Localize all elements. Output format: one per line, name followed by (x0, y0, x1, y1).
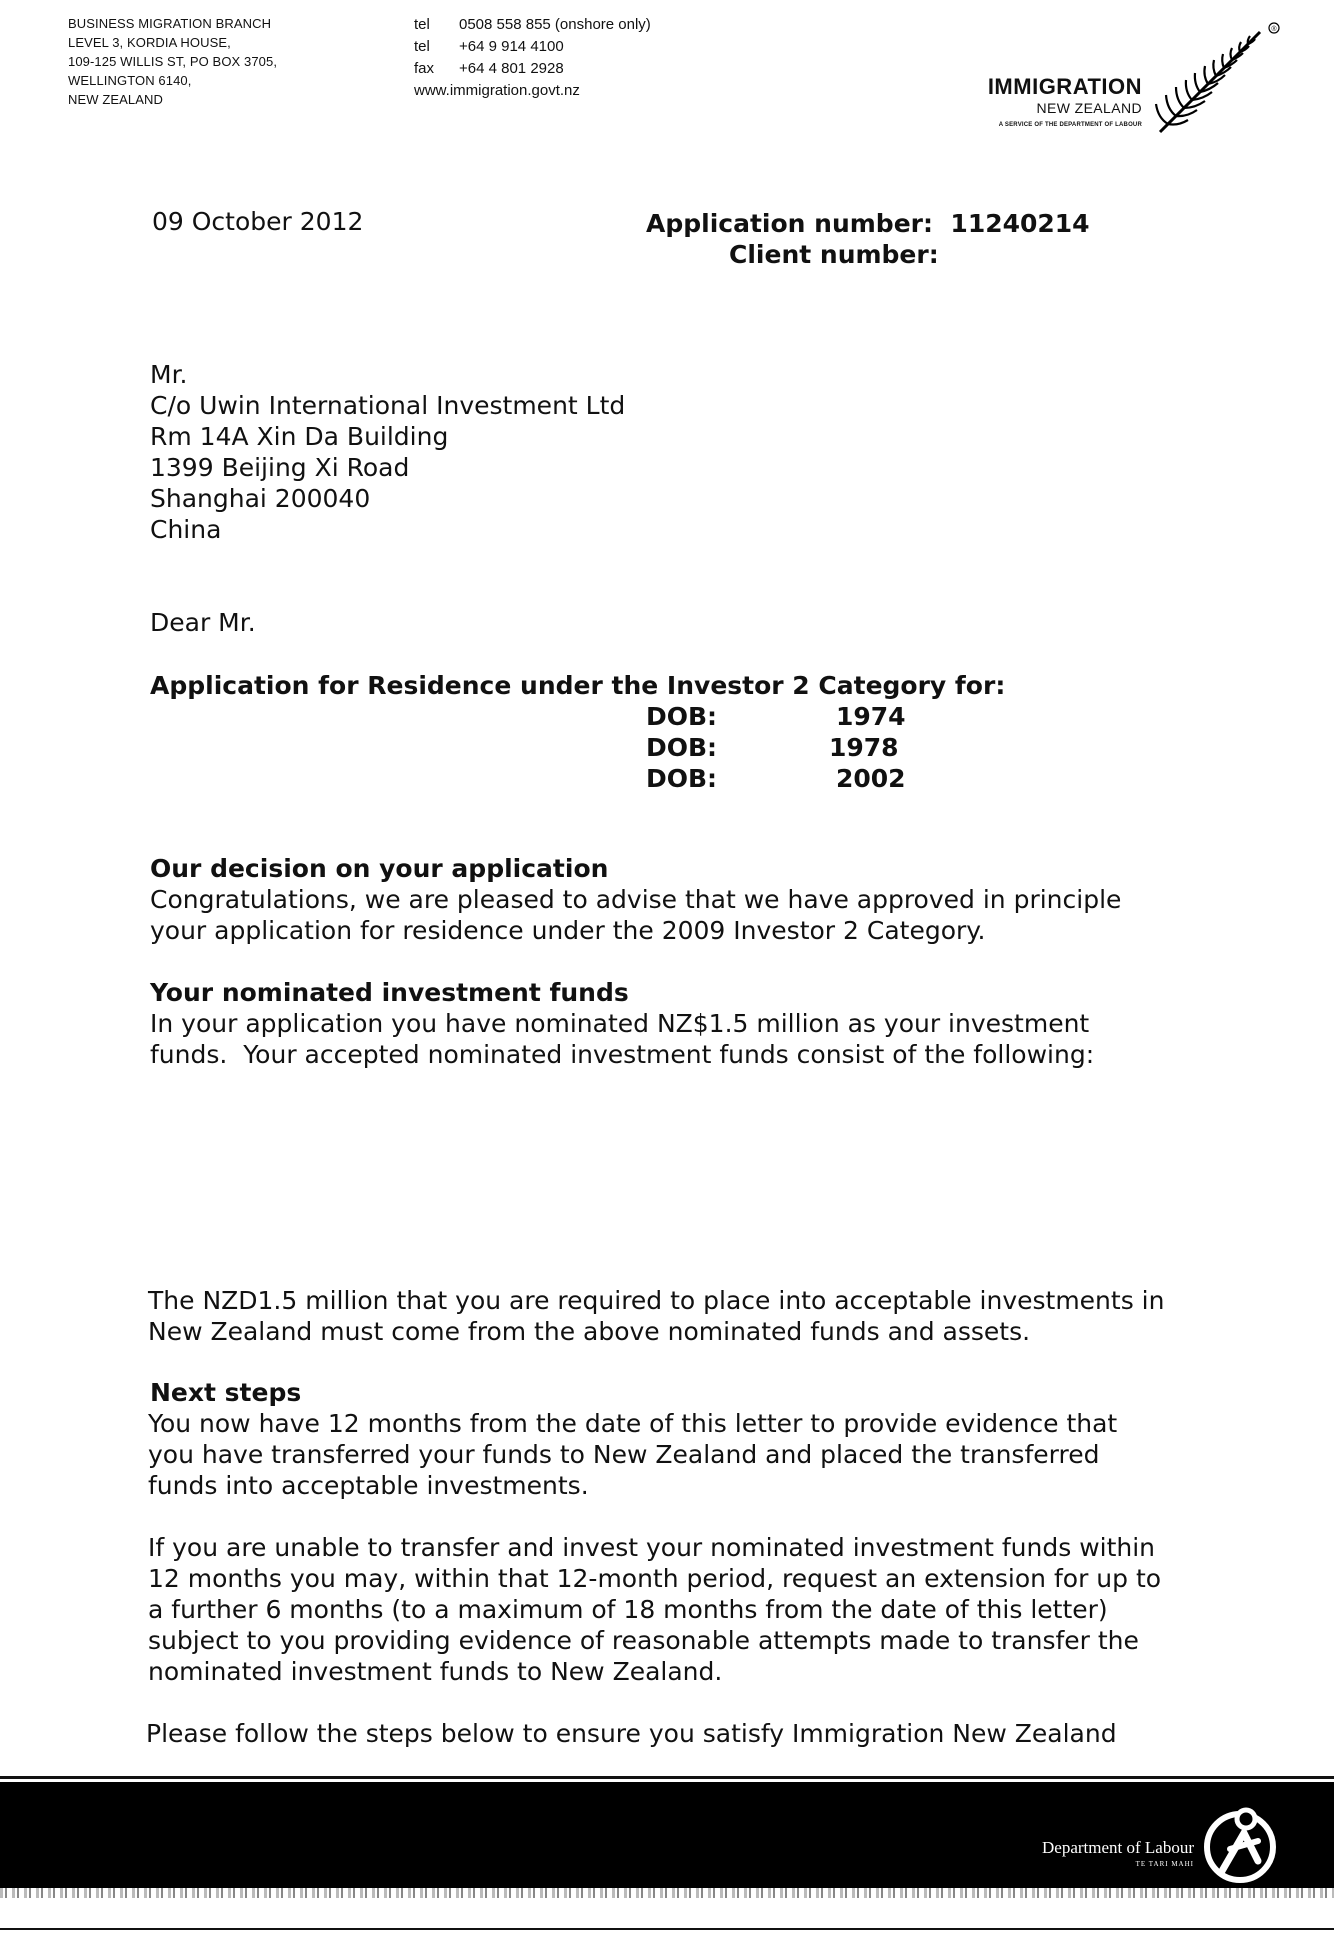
tel-international (414, 36, 651, 58)
dob-row (646, 732, 946, 763)
footer-rule (0, 1776, 1334, 1779)
application-number-value: 11240214 (950, 209, 1090, 238)
tel-value: +64 9 914 4100 (459, 38, 564, 55)
salutation: Dear Mr. (150, 608, 256, 637)
department-name: Department of Labour (1042, 1838, 1194, 1857)
tel-value: 0508 558 855 (onshore only) (459, 16, 651, 33)
letter-date: 09 October 2012 (152, 207, 364, 236)
sender-line: NEW ZEALAND (68, 92, 164, 107)
decision-body (150, 884, 1121, 946)
application-number-label: Application number: (646, 209, 933, 238)
footer-stripe (0, 1888, 1334, 1898)
address-line: 1399 Beijing Xi Road (150, 453, 410, 482)
dob-year: 1978 (829, 733, 899, 762)
dob-label: DOB: (646, 733, 718, 762)
sender-line: LEVEL 3, KORDIA HOUSE, (68, 35, 231, 50)
address-line: Rm 14A Xin Da Building (150, 422, 449, 451)
follow-steps-line: Please follow the steps below to ensure you satisfy Immigration New Zealand (146, 1719, 1117, 1748)
address-line: Shanghai 200040 (150, 484, 371, 513)
next-line: You now have 12 months from the date of this letter to provide evidence that (148, 1409, 1118, 1438)
department-of-labour-icon (1200, 1805, 1280, 1885)
registered-mark: ® (1271, 26, 1277, 33)
dob-label: DOB: (646, 764, 718, 793)
fax-value: +64 4 801 2928 (459, 60, 564, 77)
next-line: you have transferred your funds to New Zealand and placed the transferred (148, 1440, 1100, 1469)
nzd-requirement (148, 1285, 1164, 1347)
recipient-address (150, 359, 625, 545)
decision-line: Congratulations, we are pleased to advise that we have approved in principle (150, 885, 1122, 914)
funds-heading: Your nominated investment funds (150, 978, 629, 1007)
department-subtitle: TE TARI MAHI (1135, 1860, 1194, 1868)
nzd-line: The NZD1.5 million that you are required to place into acceptable investments in (148, 1286, 1165, 1315)
logo-subtitle: NEW ZEALAND (1036, 100, 1142, 116)
extension-line: nominated investment funds to New Zealand. (148, 1657, 723, 1686)
sender-line: 109-125 WILLIS ST, PO BOX 3705, (68, 54, 278, 69)
funds-line: In your application you have nominated NZ$1.5 million as your investment (150, 1009, 1090, 1038)
website: www.immigration.govt.nz (414, 82, 580, 99)
decision-heading: Our decision on your application (150, 854, 609, 883)
dob-year: 2002 (836, 764, 906, 793)
extension-line: If you are unable to transfer and invest your nominated investment funds within (148, 1533, 1156, 1562)
tel-onshore (414, 14, 651, 36)
next-steps-heading: Next steps (150, 1378, 302, 1407)
silver-fern-icon (1142, 20, 1282, 140)
footer-band (0, 1782, 1334, 1888)
dob-row (646, 701, 946, 732)
next-line: funds into acceptable investments. (148, 1471, 589, 1500)
dob-list (646, 701, 946, 794)
application-title: Application for Residence under the Investor 2 Category for: (150, 671, 1006, 700)
nzd-line: New Zealand must come from the above nominated funds and assets. (148, 1317, 1031, 1346)
decision-line: your application for residence under the 2009 Investor 2 Category. (150, 916, 986, 945)
fax-label: fax (414, 60, 435, 77)
funds-line: funds. Your accepted nominated investment funds consist of the following: (150, 1040, 1095, 1069)
sender-line: BUSINESS MIGRATION BRANCH (68, 16, 272, 31)
address-line: C/o Uwin International Investment Ltd (150, 391, 626, 420)
extension-line: 12 months you may, within that 12-month period, request an extension for up to (148, 1564, 1162, 1593)
dob-label: DOB: (646, 702, 718, 731)
extension-paragraph (148, 1532, 1161, 1687)
logo-title: IMMIGRATION (987, 74, 1142, 99)
sender-address (68, 14, 277, 109)
contact-details (414, 14, 651, 102)
dob-row (646, 763, 946, 794)
extension-line: subject to you providing evidence of reasonable attempts made to transfer the (148, 1626, 1139, 1655)
funds-body (150, 1008, 1094, 1070)
tel-label: tel (414, 38, 430, 55)
sender-line: WELLINGTON 6140, (68, 73, 192, 88)
tel-label: tel (414, 16, 430, 33)
client-number-label: Client number: (729, 240, 939, 269)
fax (414, 58, 651, 80)
address-line: China (150, 515, 222, 544)
dob-year: 1974 (836, 702, 906, 731)
extension-line: a further 6 months (to a maximum of 18 months from the date of this letter) (148, 1595, 1108, 1624)
footer-bottom-rule (0, 1928, 1334, 1930)
logo-tagline: A SERVICE OF THE DEPARTMENT OF LABOUR (998, 122, 1142, 128)
address-line: Mr. (150, 360, 188, 389)
application-number (646, 208, 1090, 239)
immigration-nz-logo (970, 20, 1282, 140)
next-steps-body (148, 1408, 1117, 1501)
